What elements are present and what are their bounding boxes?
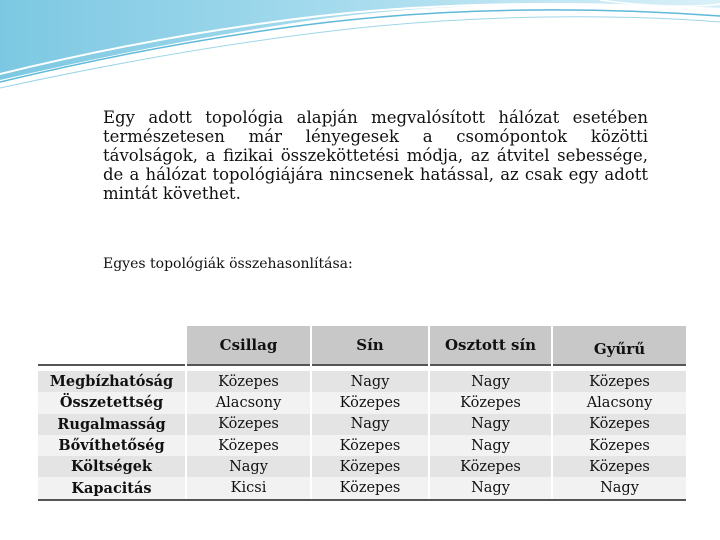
- table-row: [38, 435, 686, 456]
- header-blank-cell: [38, 326, 186, 365]
- table-cell: Közepes: [552, 414, 686, 435]
- table-row: [38, 392, 686, 413]
- row-label: Megbízhatóság: [38, 371, 186, 392]
- table-cell: Közepes: [552, 435, 686, 456]
- table-cell: Közepes: [311, 435, 429, 456]
- table-cell: Nagy: [429, 414, 552, 435]
- table-cell: Közepes: [186, 435, 311, 456]
- table-cell: Közepes: [311, 477, 429, 499]
- table-cell: Nagy: [311, 371, 429, 392]
- header-sin: Sín: [311, 326, 429, 365]
- table-cell: Nagy: [429, 371, 552, 392]
- table-cell: Nagy: [429, 477, 552, 499]
- row-label: Költségek: [38, 456, 186, 477]
- table-cell: Kicsi: [186, 477, 311, 499]
- row-label: Kapacitás: [38, 477, 186, 499]
- table-cell: Nagy: [552, 477, 686, 499]
- table-cell: Közepes: [311, 456, 429, 477]
- row-label: Rugalmasság: [38, 414, 186, 435]
- header-wave-decoration: [0, 0, 720, 90]
- body-paragraph: Egy adott topológia alapján megvalósított hálózat esetében természetesen már lényegesek a csomópontok közötti távolságok, a fizikai összeköttetési módja, az átvitel sebessége, de a hálózat topológiájára nincsenek hatással, az csak egy adott mintát követhet.: [103, 108, 648, 203]
- comparison-table: [38, 326, 686, 501]
- header-osztott-sin: Osztott sín: [429, 326, 552, 365]
- table-header-row: [38, 326, 686, 365]
- table-cell: Alacsony: [186, 392, 311, 413]
- table-cell: Közepes: [186, 414, 311, 435]
- table-cell: Közepes: [552, 456, 686, 477]
- table-cell: Közepes: [429, 456, 552, 477]
- table-cell: Közepes: [186, 371, 311, 392]
- row-label: Összetettség: [38, 392, 186, 413]
- table-cell: Nagy: [311, 414, 429, 435]
- table-row: [38, 477, 686, 499]
- row-label: Bővíthetőség: [38, 435, 186, 456]
- table-row: [38, 414, 686, 435]
- table-cell: Közepes: [311, 392, 429, 413]
- table-row: [38, 371, 686, 392]
- header-csillag: Csillag: [186, 326, 311, 365]
- table-cell: Nagy: [186, 456, 311, 477]
- table-caption: Egyes topológiák összehasonlítása:: [103, 256, 353, 272]
- table-row: [38, 456, 686, 477]
- table-cell: Alacsony: [552, 392, 686, 413]
- table-cell: Közepes: [552, 371, 686, 392]
- table-cell: Nagy: [429, 435, 552, 456]
- table-cell: Közepes: [429, 392, 552, 413]
- header-gyuru: Gyűrű: [552, 326, 686, 365]
